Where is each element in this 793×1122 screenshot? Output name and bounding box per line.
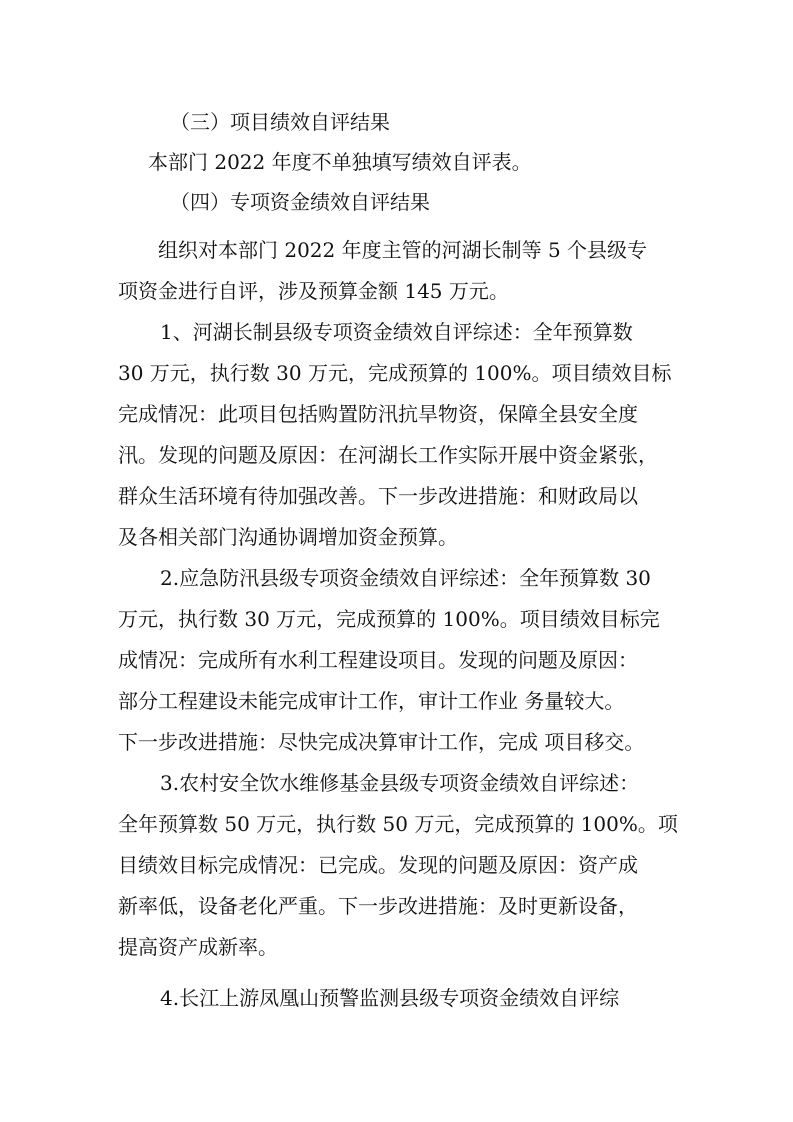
item2-line: 下一步改进措施：尽快完成决算审计工作，完成 项目移交。 xyxy=(118,730,645,754)
section4-intro-line: 项资金进行自评，涉及预算金额 145 万元。 xyxy=(118,279,509,303)
item1-line: 及各相关部门沟通协调增加资金预算。 xyxy=(118,525,458,549)
item2-line: 万元，执行数 30 万元，完成预算的 100%。项目绩效目标完 xyxy=(118,607,660,631)
item1-line: 30 万元，执行数 30 万元，完成预算的 100%。项目绩效目标 xyxy=(118,361,672,385)
item3-line: 目绩效目标完成情况：已完成。发现的问题及原因：资产成 xyxy=(118,853,638,877)
section3-heading: （三）项目绩效自评结果 xyxy=(170,110,390,134)
item3-line: 新率低，设备老化严重。下一步改进措施：及时更新设备， xyxy=(118,894,638,918)
item3-line: 提高资产成新率。 xyxy=(118,935,278,959)
item1-line: 群众生活环境有待加强改善。下一步改进措施：和财政局以 xyxy=(118,484,638,508)
item1-line: 完成情况：此项目包括购置防汛抗旱物资，保障全县安全度 xyxy=(118,402,638,426)
section3-body-line: 本部门 2022 年度不单独填写绩效自评表。 xyxy=(148,150,532,174)
item1-line: 汛。发现的问题及原因：在河湖长工作实际开展中资金紧张， xyxy=(118,443,658,467)
item2-line: 2.应急防汛县级专项资金绩效自评综述：全年预算数 30 xyxy=(160,566,651,590)
item2-line: 部分工程建设未能完成审计工作，审计工作业 务量较大。 xyxy=(118,689,625,713)
item4-line: 4.长江上游凤凰山预警监测县级专项资金绩效自评综 xyxy=(160,986,620,1010)
item1-line: 1、河湖长制县级专项资金绩效自评综述：全年预算数 xyxy=(160,320,633,344)
item3-line: 3.农村安全饮水维修基金县级专项资金绩效自评综述： xyxy=(160,771,640,795)
item2-line: 成情况：完成所有水利工程建设项目。发现的问题及原因： xyxy=(118,648,638,672)
section4-heading: （四）专项资金绩效自评结果 xyxy=(170,190,430,214)
item3-line: 全年预算数 50 万元，执行数 50 万元，完成预算的 100%。项 xyxy=(118,812,678,836)
section4-intro-line: 组织对本部门 2022 年度主管的河湖长制等 5 个县级专 xyxy=(158,238,648,262)
